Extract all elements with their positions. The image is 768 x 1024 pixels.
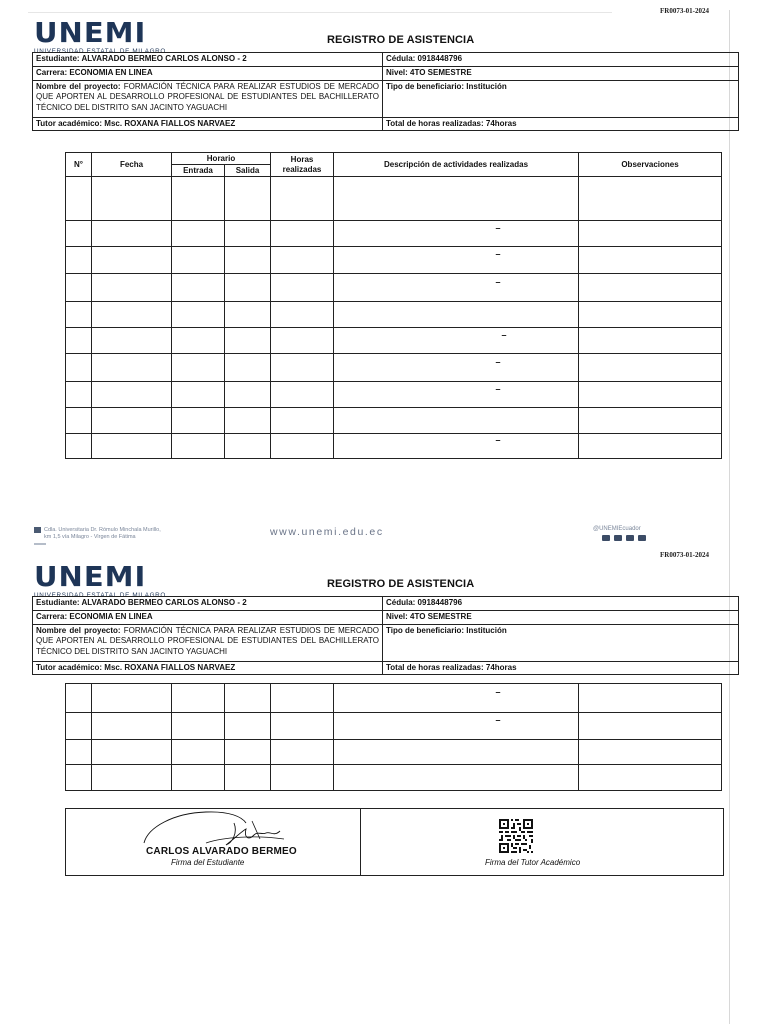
facebook-icon <box>602 535 610 541</box>
youtube-icon <box>638 535 646 541</box>
table-row <box>66 684 722 713</box>
student-career: Carrera: ECONOMIA EN LINEA <box>33 610 383 624</box>
table-row <box>66 434 722 459</box>
dash-mark: – <box>495 715 501 725</box>
dash-mark: – <box>495 435 501 445</box>
footer-mark <box>34 543 46 545</box>
col-exit-header: Salida <box>225 165 271 177</box>
table-row <box>66 221 722 247</box>
logo-subtitle: UNIVERSIDAD ESTATAL DE MILAGRO <box>34 48 166 55</box>
academic-tutor: Tutor académico: Msc. ROXANA FIALLOS NARVAEZ <box>33 661 383 675</box>
academic-tutor: Tutor académico: Msc. ROXANA FIALLOS NARVAEZ <box>33 117 383 131</box>
logo-wordmark: UNEMI <box>34 16 147 49</box>
table-row <box>66 247 722 274</box>
table-row <box>66 408 722 434</box>
project-label: Nombre del proyecto: <box>36 625 121 635</box>
table-row <box>66 328 722 354</box>
tutor-signature-caption: Firma del Tutor Académico <box>485 858 581 867</box>
activity-table <box>65 152 722 459</box>
table-row <box>66 765 722 791</box>
col-schedule-header: Horario <box>172 153 271 165</box>
total-hours: Total de horas realizadas: 74horas <box>383 117 739 131</box>
twitter-icon <box>626 535 634 541</box>
student-cedula: Cédula: 0918448796 <box>383 53 739 67</box>
table-row <box>66 177 722 221</box>
tutor-signature-cell <box>361 809 724 876</box>
dash-mark: – <box>495 687 501 697</box>
student-cedula: Cédula: 0918448796 <box>383 597 739 611</box>
footer-social-handle: @UNEMIEcuador <box>593 526 641 532</box>
student-info-table <box>32 52 739 131</box>
activity-table-continued <box>65 683 722 791</box>
page-footer <box>0 522 768 548</box>
signature-table <box>65 808 724 876</box>
student-info-table <box>32 596 739 675</box>
top-rule <box>28 12 612 13</box>
student-level: Nivel: 4TO SEMESTRE <box>383 66 739 80</box>
dash-mark: – <box>495 356 501 367</box>
project-text: FORMACIÓN TÉCNICA PARA REALIZAR ESTUDIOS DE MERCADO QUE APORTEN AL DESARROLLO PROFESIONAL DE ESTUDIANTES DEL BACHILLERATO TÉCNICO DEL DISTRITO SAN JACINTO YAGUACHI <box>36 81 379 113</box>
table-row <box>66 354 722 382</box>
student-signature-cell <box>66 809 361 876</box>
col-observations-header: Observaciones <box>579 153 722 177</box>
dash-mark: – <box>495 383 501 394</box>
dash-mark: – <box>495 276 501 287</box>
hours-header-line2: realizadas <box>282 164 322 174</box>
form-code: FR0073-01-2024 <box>660 551 709 559</box>
student-level: Nivel: 4TO SEMESTRE <box>383 610 739 624</box>
beneficiary-type: Tipo de beneficiario: Institución <box>383 80 739 117</box>
logo-wordmark: UNEMI <box>34 560 147 593</box>
project-name <box>33 624 383 661</box>
table-row <box>66 274 722 302</box>
col-date-header: Fecha <box>92 153 172 177</box>
dash-mark: – <box>495 249 501 259</box>
col-entry-header: Entrada <box>172 165 225 177</box>
student-name: Estudiante: ALVARADO BERMEO CARLOS ALONSO - 2 <box>33 53 383 67</box>
footer-website: www.unemi.edu.ec <box>270 526 384 538</box>
table-row <box>66 382 722 408</box>
col-number-header: N° <box>66 153 92 177</box>
student-signature-name: CARLOS ALVARADO BERMEO <box>146 846 297 857</box>
table-row <box>66 302 722 328</box>
page-edge-line <box>729 10 730 1024</box>
hours-header-line1: Horas <box>290 154 314 164</box>
social-icons <box>602 535 646 541</box>
student-signature-caption: Firma del Estudiante <box>171 858 245 867</box>
total-hours: Total de horas realizadas: 74horas <box>383 661 739 675</box>
col-hours-header <box>271 153 334 177</box>
logo-subtitle: UNIVERSIDAD ESTATAL DE MILAGRO <box>34 592 166 599</box>
project-label: Nombre del proyecto: <box>36 81 121 91</box>
dash-mark: – <box>495 222 501 233</box>
form-code: FR0073-01-2024 <box>660 7 709 15</box>
table-row <box>66 740 722 765</box>
beneficiary-type: Tipo de beneficiario: Institución <box>383 624 739 661</box>
footer-address: Cdla. Universitaria Dr. Rómulo Minchala Murillo, km 1,5 vía Milagro - Virgen de Fátima <box>44 527 161 540</box>
student-career: Carrera: ECONOMIA EN LINEA <box>33 66 383 80</box>
col-description-header: Descripción de actividades realizadas <box>334 153 579 177</box>
student-name: Estudiante: ALVARADO BERMEO CARLOS ALONSO - 2 <box>33 597 383 611</box>
instagram-icon <box>614 535 622 541</box>
handwritten-signature <box>134 809 294 849</box>
project-text: FORMACIÓN TÉCNICA PARA REALIZAR ESTUDIOS DE MERCADO QUE APORTEN AL DESARROLLO PROFESIONAL DE ESTUDIANTES DEL BACHILLERATO TÉCNICO DEL DISTRITO SAN JACINTO YAGUACHI <box>36 625 379 657</box>
qr-code-icon <box>499 819 533 853</box>
document-title: REGISTRO DE ASISTENCIA <box>327 578 475 590</box>
location-icon <box>34 527 41 533</box>
table-row <box>66 713 722 740</box>
document-title: REGISTRO DE ASISTENCIA <box>327 34 475 46</box>
project-name <box>33 80 383 117</box>
dash-mark: – <box>501 329 507 340</box>
